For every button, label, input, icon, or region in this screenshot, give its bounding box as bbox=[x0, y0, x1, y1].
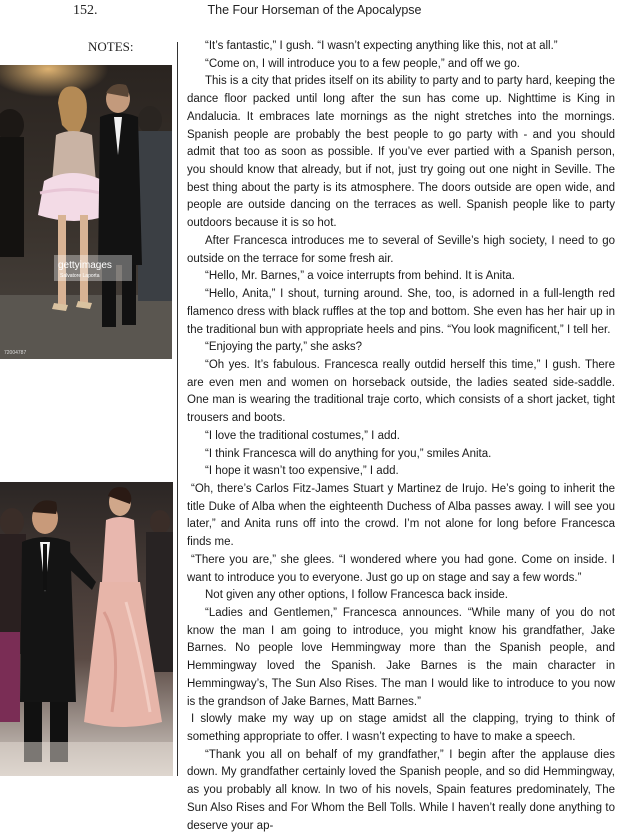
paragraph: Not given any other options, I follow Francesca back inside. bbox=[205, 589, 508, 602]
paragraph: “Thank you all on behalf of my grandfather,” I begin after the applause dies down. My grandfather certainly loved the Spanish people, and so did Hemmingway, as you probably all know. In two of his novels, Spain features predominately, The Sun Also Rises and For Whom the Bell Tolls. While I haven’t really done anything to deserve your ap- bbox=[187, 748, 615, 832]
paragraph: “Ladies and Gentlemen,” Francesca announces. “While many of you do not know the man I am going to introduce, you might know his grandfather, Jake Barnes. No people love Hemmingway more than the Spanish people, and Hemmingway loved the Spanish. Jake Barnes is the main character in Hemmingway’s, The Sun Also Rises. The man I would like to introduce to you now is the grandson of Jake Barnes, Matt Barnes.” bbox=[187, 607, 615, 708]
paragraph: “Hello, Anita,” I shout, turning around. She, too, is adorned in a full-length red flamenco dress with black ruffles at the top and bottom. She even has her hair up in the traditional bun with appropriate heels and pins. “You look magnificent,” I tell her. bbox=[187, 288, 615, 336]
photo-credit: Salvatore Laporta bbox=[60, 273, 100, 279]
paragraph: “Oh yes. It’s fabulous. Francesca really outdid herself this time,” I gush. There are even men and women on horseback outside, the ladies seated side-saddle. One man is wearing the traditional traje corto, which consists of a short jacket, tight trousers and boots. bbox=[187, 358, 615, 425]
photo-watermark: gettyimages bbox=[58, 260, 112, 271]
paragraph: “It’s fantastic,” I gush. “I wasn’t expecting anything like this, not at all.” bbox=[205, 40, 558, 52]
paragraph: “Oh, there’s Carlos Fitz-James Stuart y Martinez de Irujo. He’s going to inherit the title Duke of Alba when the eighteenth Duchess of Alba passes away. I will see you later,” and Anita runs off into the crowd. I’m not alone for long before Francesca finds me. bbox=[187, 482, 615, 549]
notes-label: NOTES: bbox=[88, 39, 134, 54]
photo-couple-premiere bbox=[0, 482, 173, 776]
body-text bbox=[187, 38, 615, 835]
paragraph: “I love the traditional costumes,” I add. bbox=[205, 429, 400, 442]
photo-couple-evening bbox=[0, 65, 172, 359]
photo-code: 72004787 bbox=[4, 350, 27, 356]
paragraph: “I think Francesca will do anything for you,” smiles Anita. bbox=[205, 447, 492, 460]
paragraph: “Come on, I will introduce you to a few people,” and off we go. bbox=[205, 57, 520, 70]
paragraph: “Enjoying the party,” she asks? bbox=[205, 341, 363, 354]
paragraph: After Francesca introduces me to several of Seville’s high society, I need to go outside on the terrace for some fresh air. bbox=[187, 234, 615, 265]
column-divider bbox=[177, 42, 178, 776]
paragraph: I slowly make my way up on stage amidst all the clapping, trying to think of something appropriate to offer. I wasn’t expecting to have to make a speech. bbox=[187, 713, 615, 744]
page-number: 152. bbox=[73, 3, 98, 18]
paragraph: “There you are,” she glees. “I wondered where you had gone. Come on inside. I want to introduce you to everyone. Just go up on stage and say a few words.” bbox=[187, 553, 615, 584]
paragraph: This is a city that prides itself on its ability to party and to party hard, keeping the dance floor packed until long after the sun has come up. Nighttime is King in Andalucia. It embraces late mornings as the night stretches into the mornings. Spanish people are probably the best people to go party with - and you should admit that too as soon as possible. If you’ve ever partied with a Spanish person, you should know that already, but if not, just try going out one night in Seville. The best thing about the party is its atmosphere. The doors outside are open wide, and people are outside dancing on the terraces as well. Spanish people like to party outdoors because it is so hot. bbox=[187, 75, 615, 230]
running-title: The Four Horseman of the Apocalypse bbox=[207, 3, 422, 17]
paragraph: “I hope it wasn’t too expensive,” I add. bbox=[205, 465, 399, 478]
paragraph: “Hello, Mr. Barnes,” a voice interrupts from behind. It is Anita. bbox=[205, 270, 515, 283]
